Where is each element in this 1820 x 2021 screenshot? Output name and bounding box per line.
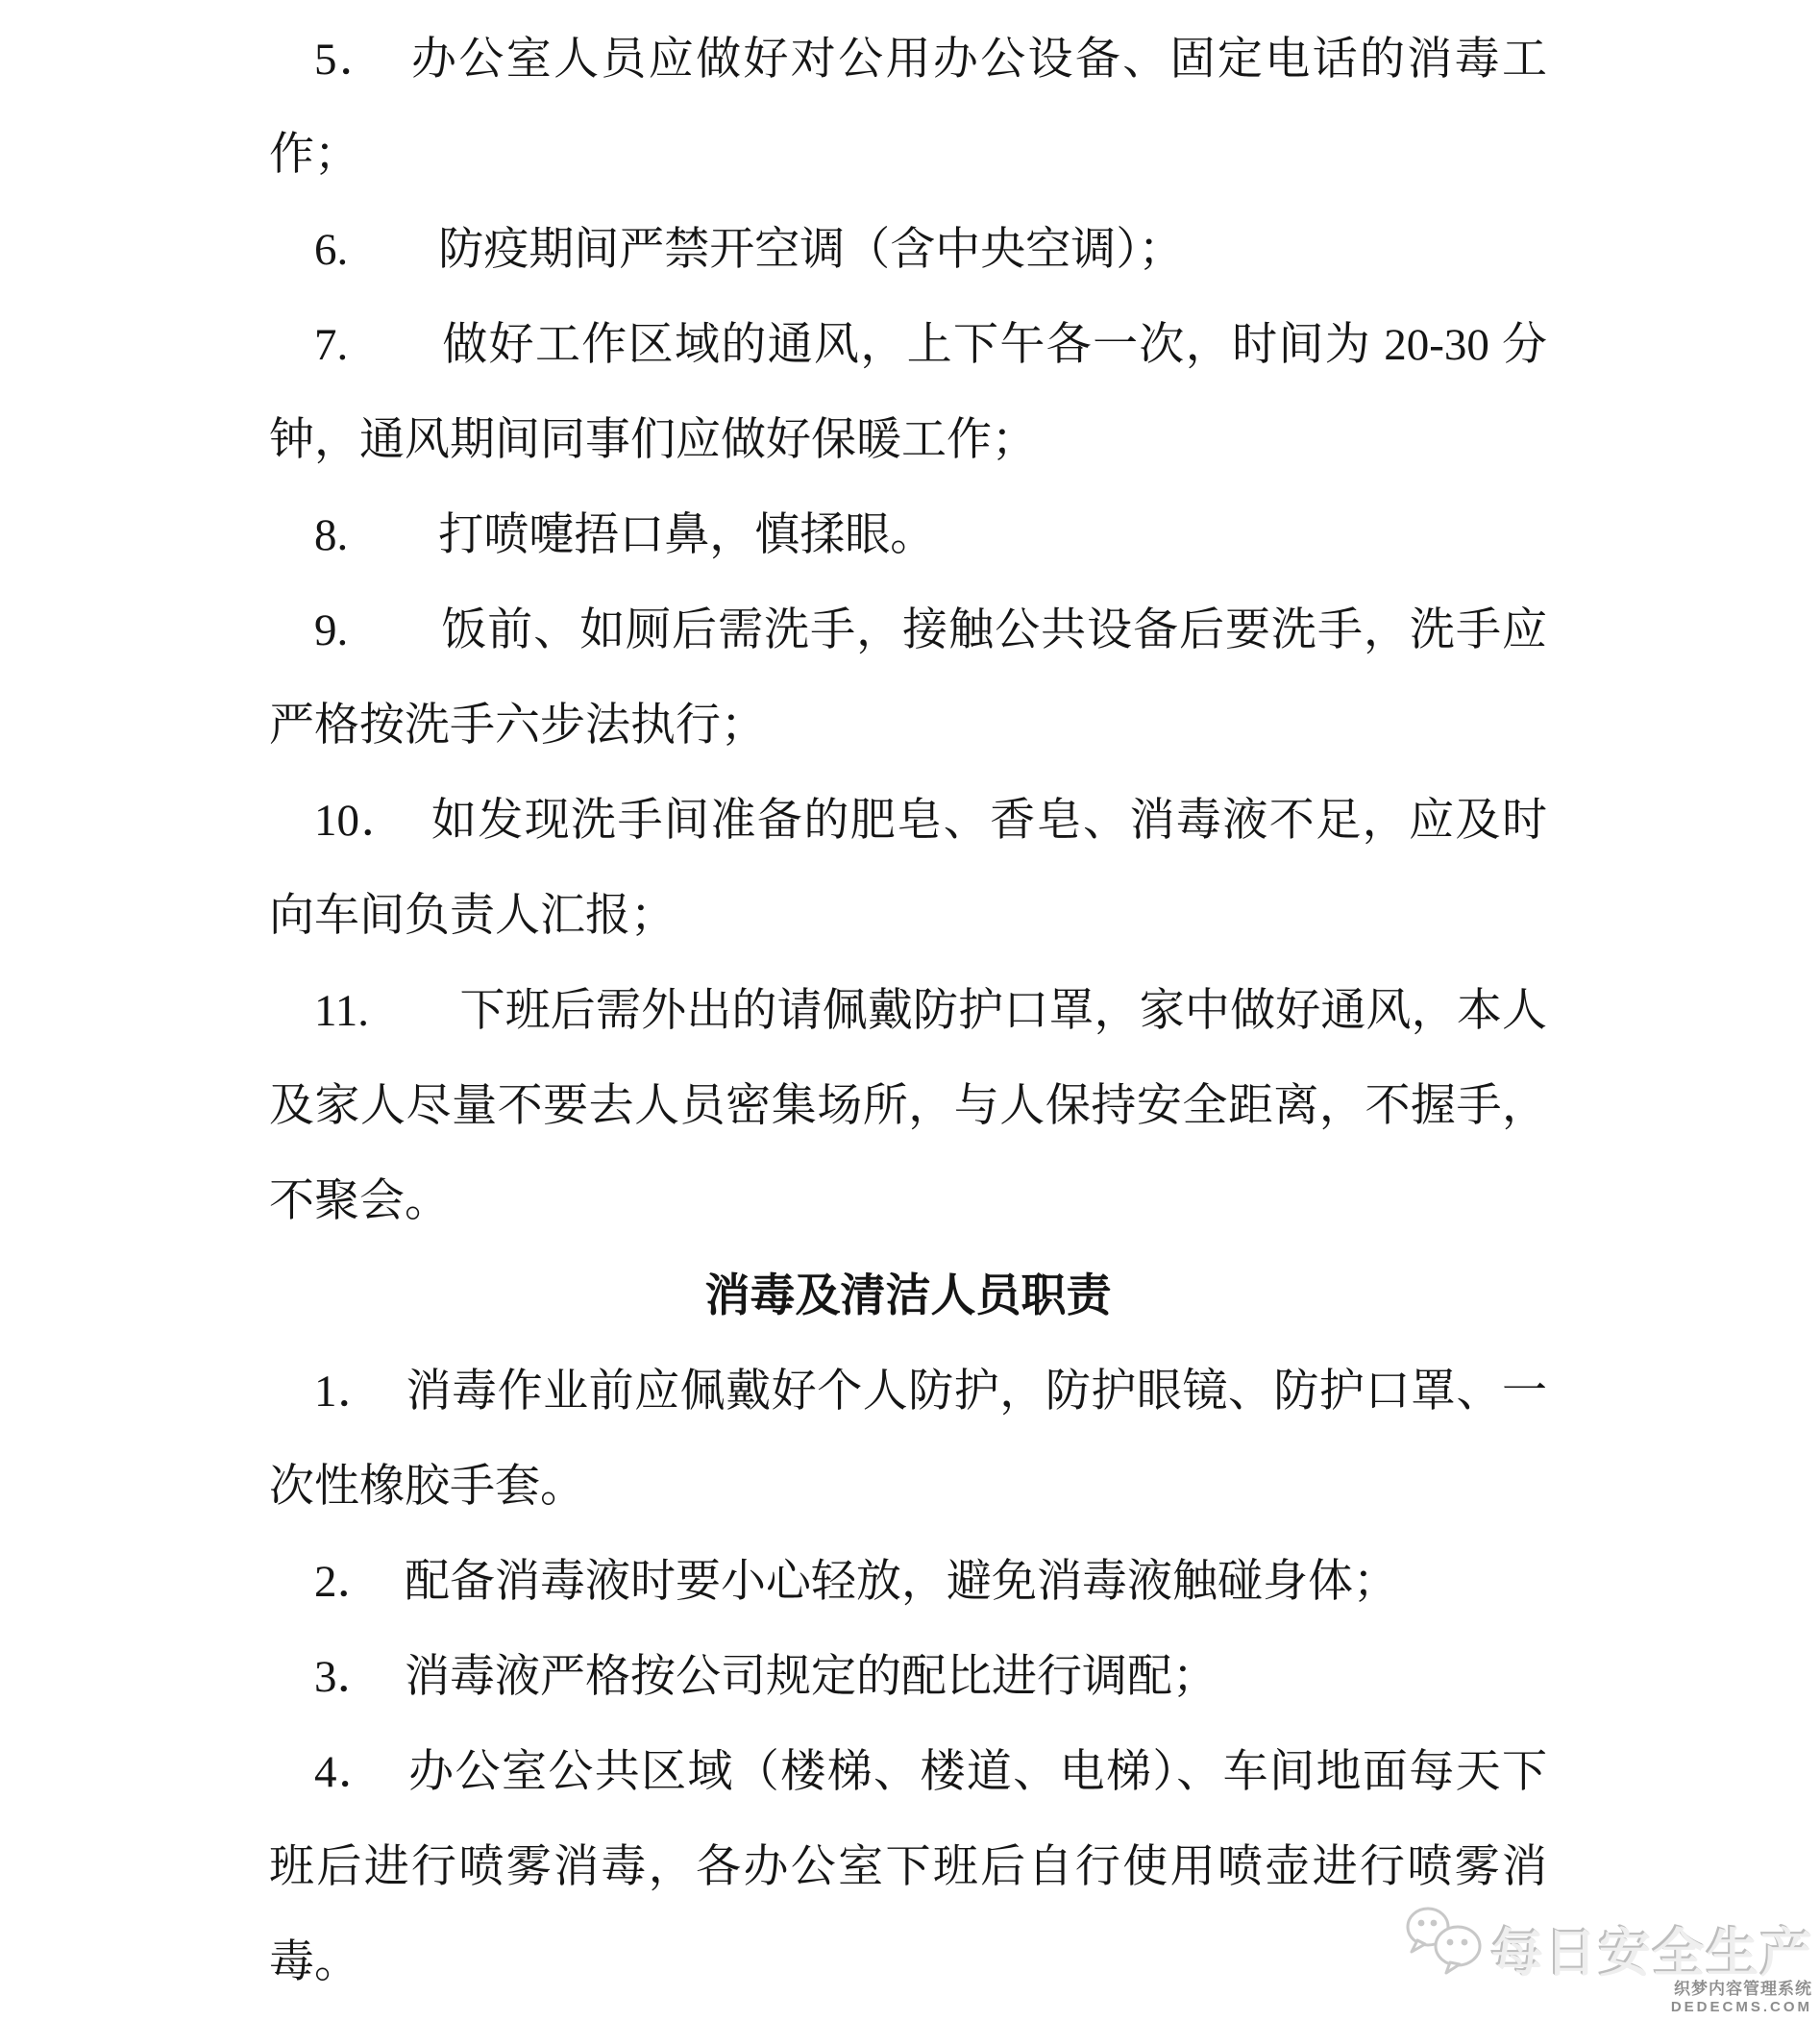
list-item: 1． 消毒作业前应佩戴好个人防护，防护眼镜、防护口罩、一次性橡胶手套。 <box>269 1367 1547 1512</box>
wechat-logo-icon <box>1404 1904 1488 1977</box>
watermark-title: 每日安全生产 <box>1491 1925 1814 1983</box>
list-item: 6. 防疫期间严禁开空调（含中央空调）； <box>314 225 1184 275</box>
list-item: 9. 饭前、如厕后需洗手，接触公共设备后要洗手，洗手应严格按洗手六步法执行； <box>269 605 1547 751</box>
cms-credit-name: 织梦内容管理系统 <box>1674 1980 1812 1998</box>
list-item: 5． 办公室人员应做好对公用办公设备、固定电话的消毒工作； <box>269 35 1547 180</box>
document-body <box>269 12 1547 2010</box>
cms-credit <box>1671 1980 1812 2015</box>
list-item: 3． 消毒液严格按公司规定的配比进行调配； <box>314 1652 1217 1702</box>
list-item: 10． 如发现洗手间准备的肥皂、香皂、消毒液不足，应及时向车间负责人汇报； <box>269 796 1547 941</box>
list-item: 8. 打喷嚏捂口鼻，慎揉眼。 <box>314 510 936 560</box>
cms-credit-domain: DEDECMS.COM <box>1670 1998 1812 2015</box>
section-heading: 消毒及清洁人员职责 <box>704 1271 1112 1321</box>
list-item: 4． 办公室公共区域（楼梯、楼道、电梯）、车间地面每天下班后进行喷雾消毒，各办公室下班后自行使用喷壶进行喷雾消毒。 <box>269 1747 1547 1987</box>
list-item: 7. 做好工作区域的通风，上下午各一次，时间为 20-30 分钟，通风期间同事们应做好保暖工作； <box>269 320 1547 465</box>
list-item: 11. 下班后需外出的请佩戴防护口罩，家中做好通风，本人及家人尽量不要去人员密集场所，与人保持安全距离，不握手，不聚会。 <box>269 986 1547 1226</box>
list-item: 2． 配备消毒液时要小心轻放，避免消毒液触碰身体； <box>314 1557 1398 1607</box>
